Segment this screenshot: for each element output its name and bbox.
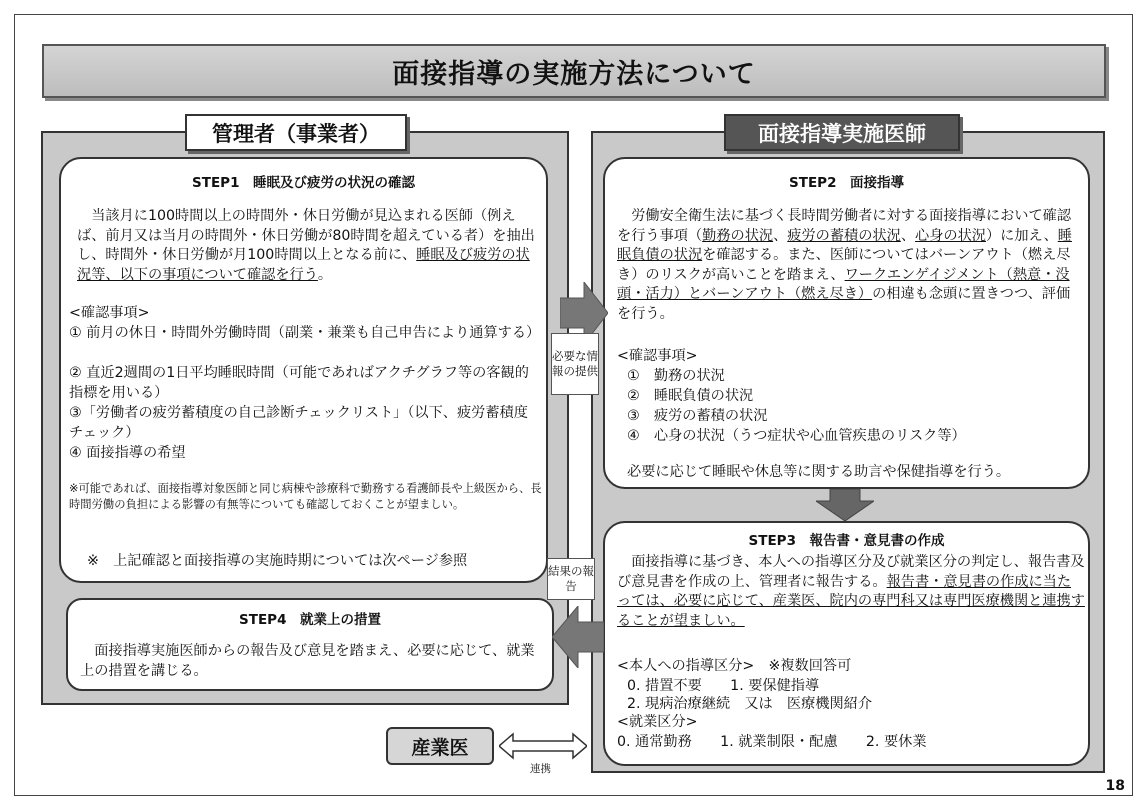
step1-title: STEP1 睡眠及び疲労の状況の確認 bbox=[192, 175, 415, 191]
step3-guidance-head: <本人への指導区分> ※複数回答可 bbox=[617, 658, 852, 674]
page-title: 面接指導の実施方法について bbox=[42, 44, 1106, 98]
cooperation-label: 連携 bbox=[530, 763, 551, 775]
down-arrow-icon bbox=[816, 489, 874, 521]
step2-check-item-1: ① 勤務の状況 bbox=[627, 368, 725, 384]
doctor-header: 面接指導実施医師 bbox=[724, 114, 960, 151]
step2-check-item-3: ③ 疲労の蓄積の状況 bbox=[627, 408, 768, 424]
step2-closing: 必要に応じて睡眠や休息等に関する助言や保健指導を行う。 bbox=[627, 464, 1011, 480]
step1-reference: ※ 上記確認と面接指導の実施時期については次ページ参照 bbox=[87, 553, 468, 569]
step2-check-head: <確認事項> bbox=[617, 348, 698, 364]
step1-note: ※可能であれば、面接指導対象医師と同じ病棟や診療科で勤務する看護師長や上級医から、長時間労働の負担による影響の有無等についても確認しておくことが望ましい。 bbox=[69, 482, 542, 511]
step2-check-item-2: ② 睡眠負債の状況 bbox=[627, 388, 754, 404]
info-provision-label: 必要な情報の提供 bbox=[551, 333, 599, 395]
industrial-physician-box: 産業医 bbox=[386, 727, 494, 765]
step3-title: STEP3 報告書・意見書の作成 bbox=[748, 533, 945, 549]
step3-card bbox=[603, 521, 1090, 766]
result-report-label: 結果の報告 bbox=[547, 558, 595, 600]
double-arrow-icon bbox=[499, 732, 587, 760]
manager-header: 管理者（事業者） bbox=[185, 114, 407, 151]
step3-guidance-1: 0. 措置不要 1. 要保健指導 bbox=[627, 678, 820, 694]
step3-work-head: <就業区分> bbox=[617, 714, 698, 730]
step2-check-item-4: ④ 心身の状況（うつ症状や心血管疾患のリスク等） bbox=[627, 428, 966, 444]
step1-check-item-2: ② 直近2週間の1日平均睡眠時間（可能であればアクチグラフ等の客観的指標を用いる） bbox=[69, 365, 529, 401]
left-arrow-icon bbox=[552, 606, 604, 668]
step4-title: STEP4 就業上の措置 bbox=[239, 612, 381, 628]
step2-card bbox=[603, 157, 1090, 489]
step1-check-item-4: ④ 面接指導の希望 bbox=[69, 445, 186, 461]
page-number: 18 bbox=[1105, 778, 1125, 794]
step3-guidance-2: 2. 現病治療継続 又は 医療機関紹介 bbox=[627, 696, 873, 712]
step1-check-item-3: ③「労働者の疲労蓄積度の自己診断チェックリスト」（以下、疲労蓄積度チェック） bbox=[69, 405, 528, 441]
step1-check-head: <確認事項> bbox=[69, 305, 150, 321]
step1-check-item-1: ① 前月の休日・時間外労働時間（副業・兼業も自己申告により通算する） bbox=[69, 325, 541, 341]
step3-work-items: 0. 通常勤務 1. 就業制限・配慮 2. 要休業 bbox=[617, 734, 927, 750]
step1-paragraph: 当該月に100時間以上の時間外・休日労働が見込まれる医師（例えば、前月又は当月の時間外・休日労働が80時間を超えている者）を抽出し、時間外・休日労働が月100時間以上となる前に、睡眠及び疲労の状況等、以下の事項について確認を行う。 bbox=[77, 208, 535, 283]
step4-body: 面接指導実施医師からの報告及び意見を踏まえ、必要に応じて、就業上の措置を講じる。 bbox=[80, 643, 535, 679]
step2-title: STEP2 面接指導 bbox=[789, 175, 904, 191]
step2-paragraph: 労働安全衛生法に基づく長時間労働者に対する面接指導において確認を行う事項（勤務の状況、疲労の蓄積の状況、心身の状況）に加え、睡眠負債の状況を確認する。また、医師についてはバーンアウト（燃え尽き）のリスクが高いことを踏まえ、ワークエンゲイジメント（熱意・没頭・活力）とバーンアウト（燃え尽き）の相違も念頭に置きつつ、評価を行う。 bbox=[617, 208, 1072, 322]
step3-paragraph: 面接指導に基づき、本人への指導区分及び就業区分の判定し、報告書及び意見書を作成の上、管理者に報告する。報告書・意見書の作成に当たっては、必要に応じて、産業医、院内の専門科又は専門医療機関と連携することが望ましい。 bbox=[617, 554, 1085, 629]
step4-card bbox=[66, 598, 554, 691]
step1-card bbox=[59, 157, 548, 583]
